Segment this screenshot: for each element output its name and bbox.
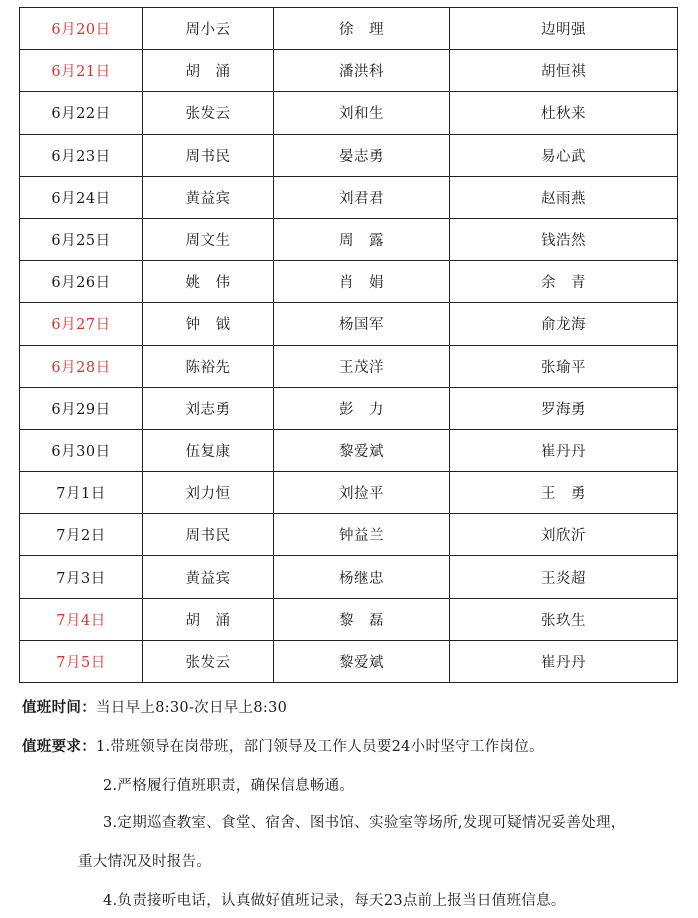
schedule-staff-cell: 杜秋来 [450, 92, 678, 134]
schedule-staff-cell: 赵雨燕 [450, 176, 678, 218]
schedule-row [20, 303, 678, 345]
schedule-date-cell: 6月26日 [20, 261, 143, 303]
schedule-staff-cell: 易心武 [450, 134, 678, 176]
schedule-staff-cell: 周 露 [274, 218, 450, 260]
schedule-date-cell: 6月29日 [20, 387, 143, 429]
schedule-date-cell: 6月21日 [20, 50, 143, 92]
schedule-staff-cell: 胡恒祺 [450, 50, 678, 92]
schedule-row [20, 514, 678, 556]
schedule-staff-cell: 肖 娟 [274, 261, 450, 303]
schedule-row [20, 640, 678, 682]
schedule-leader-cell: 周文生 [143, 218, 274, 260]
schedule-staff-cell: 王 勇 [450, 472, 678, 514]
schedule-row [20, 345, 678, 387]
duty-requirement-4: 4.负责接听电话，认真做好值班记录，每天23点前上报当日值班信息。 [103, 893, 566, 909]
schedule-staff-cell: 黎爱斌 [274, 429, 450, 471]
duty-requirements-label: 值班要求： [22, 738, 96, 755]
schedule-row [20, 50, 678, 92]
schedule-staff-cell: 晏志勇 [274, 134, 450, 176]
schedule-row [20, 472, 678, 514]
schedule-staff-cell: 刘欣沂 [450, 514, 678, 556]
schedule-leader-cell: 黄益宾 [143, 556, 274, 598]
schedule-leader-cell: 陈裕先 [143, 345, 274, 387]
schedule-staff-cell: 刘君君 [274, 176, 450, 218]
schedule-row [20, 598, 678, 640]
schedule-leader-cell: 周小云 [143, 8, 274, 50]
schedule-staff-cell: 俞龙海 [450, 303, 678, 345]
duty-requirement-1: 1.带班领导在岗带班，部门领导及工作人员要24小时坚守工作岗位。 [96, 739, 544, 755]
schedule-staff-cell: 刘捡平 [274, 472, 450, 514]
schedule-staff-cell: 边明强 [450, 8, 678, 50]
schedule-staff-cell: 黎爱斌 [274, 640, 450, 682]
schedule-staff-cell: 张玖生 [450, 598, 678, 640]
schedule-staff-cell: 刘和生 [274, 92, 450, 134]
duty-requirement-3: 3.定期巡查教室、食堂、宿舍、图书馆、实验室等场所,发现可疑情况妥善处理， [103, 815, 626, 831]
schedule-staff-cell: 钱浩然 [450, 218, 678, 260]
schedule-date-cell: 6月23日 [20, 134, 143, 176]
schedule-row [20, 92, 678, 134]
schedule-date-cell: 6月28日 [20, 345, 143, 387]
schedule-staff-cell: 黎 磊 [274, 598, 450, 640]
schedule-staff-cell: 徐 理 [274, 8, 450, 50]
schedule-leader-cell: 姚 伟 [143, 261, 274, 303]
schedule-leader-cell: 刘力恒 [143, 472, 274, 514]
duty-requirement-3-continued: 重大情况及时报告。 [78, 854, 212, 870]
schedule-date-cell: 6月20日 [20, 8, 143, 50]
schedule-leader-cell: 周书民 [143, 514, 274, 556]
schedule-leader-cell: 黄益宾 [143, 176, 274, 218]
schedule-leader-cell: 胡 涌 [143, 598, 274, 640]
schedule-leader-cell: 伍复康 [143, 429, 274, 471]
schedule-staff-cell: 王茂洋 [274, 345, 450, 387]
schedule-date-cell: 7月4日 [20, 598, 143, 640]
schedule-row [20, 134, 678, 176]
schedule-leader-cell: 钟 钺 [143, 303, 274, 345]
schedule-row [20, 387, 678, 429]
schedule-date-cell: 6月30日 [20, 429, 143, 471]
schedule-staff-cell: 余 青 [450, 261, 678, 303]
duty-requirement-2: 2.严格履行值班职责，确保信息畅通。 [103, 778, 355, 794]
schedule-staff-cell: 潘洪科 [274, 50, 450, 92]
duty-requirement-1-line [22, 735, 544, 756]
schedule-staff-cell: 杨国军 [274, 303, 450, 345]
schedule-leader-cell: 张发云 [143, 92, 274, 134]
duty-time-line [22, 696, 287, 717]
schedule-leader-cell: 胡 涌 [143, 50, 274, 92]
schedule-date-cell: 6月24日 [20, 176, 143, 218]
schedule-staff-cell: 王炎超 [450, 556, 678, 598]
schedule-staff-cell: 杨继忠 [274, 556, 450, 598]
schedule-row [20, 176, 678, 218]
schedule-date-cell: 7月2日 [20, 514, 143, 556]
schedule-date-cell: 6月22日 [20, 92, 143, 134]
schedule-leader-cell: 张发云 [143, 640, 274, 682]
schedule-staff-cell: 钟益兰 [274, 514, 450, 556]
duty-schedule-body [20, 8, 678, 683]
schedule-staff-cell: 彭 力 [274, 387, 450, 429]
schedule-date-cell: 7月5日 [20, 640, 143, 682]
schedule-date-cell: 7月3日 [20, 556, 143, 598]
schedule-row [20, 261, 678, 303]
schedule-leader-cell: 周书民 [143, 134, 274, 176]
schedule-staff-cell: 罗海勇 [450, 387, 678, 429]
schedule-date-cell: 7月1日 [20, 472, 143, 514]
schedule-row [20, 556, 678, 598]
schedule-row [20, 218, 678, 260]
schedule-staff-cell: 崔丹丹 [450, 429, 678, 471]
schedule-staff-cell: 张瑜平 [450, 345, 678, 387]
duty-schedule-table [19, 7, 678, 683]
schedule-row [20, 429, 678, 471]
schedule-date-cell: 6月27日 [20, 303, 143, 345]
schedule-leader-cell: 刘志勇 [143, 387, 274, 429]
duty-time-label: 值班时间： [22, 699, 96, 716]
duty-time-text: 当日早上8:30-次日早上8:30 [96, 700, 288, 716]
schedule-date-cell: 6月25日 [20, 218, 143, 260]
schedule-row [20, 8, 678, 50]
schedule-staff-cell: 崔丹丹 [450, 640, 678, 682]
